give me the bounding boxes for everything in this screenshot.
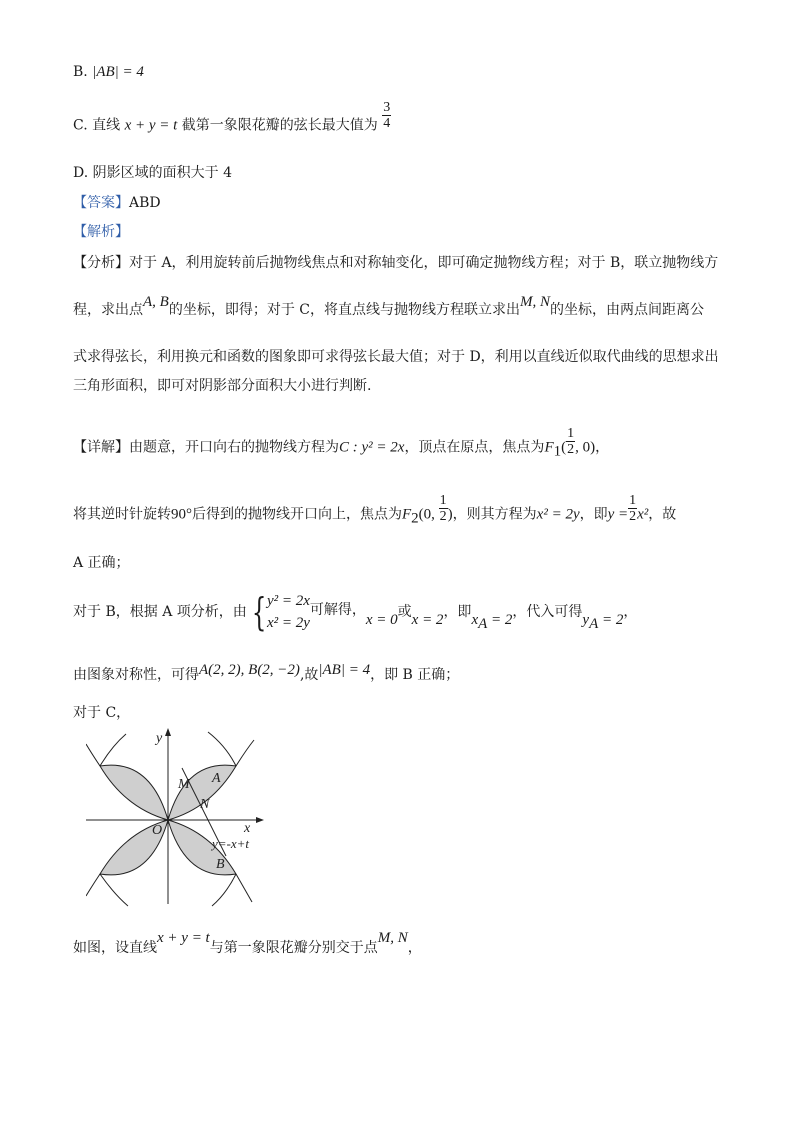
label-n: N [200,797,210,812]
detail-line-2 [73,493,677,530]
parabola-c-eq: C : y² = 2x [339,439,405,456]
final-text: 如图，设直线 [73,940,157,956]
label-b: B [216,857,225,872]
focus-f1-sub: 1 [553,443,562,460]
detail-text: ， [595,439,610,456]
detail-text: ，即 [443,604,472,620]
detail-text: ，则其方程为 [452,506,537,523]
option-b-math: |AB| = 4 [92,64,144,80]
detail-line-4 [73,590,637,638]
option-d: D. 阴影区域的面积大于 4 [73,165,232,181]
focus-f1-label: F [544,439,554,456]
points-mn: M, N [377,930,408,946]
focus-f2-label: F [402,506,412,523]
petal-q2 [100,765,168,820]
detail-line-3: A 正确； [73,555,130,571]
final-line [73,930,422,958]
paren: ( [561,439,567,456]
math-mn: M, N [520,294,550,310]
answer-value: ABD [129,195,161,211]
fraction-denominator: 2 [629,509,637,524]
option-b-prefix: B. [73,64,93,80]
analysis-tag: 【解析】 [73,224,129,240]
detail-text: ，即 B 正确； [370,667,460,683]
fraction-numerator: 1 [629,493,637,508]
paren: , 0) [575,439,596,456]
option-b [73,62,144,82]
detail-text: ，顶点在原点，焦点为 [404,439,545,456]
detail-text: ，即 [579,506,608,523]
fraction-numerator: 3 [383,100,391,115]
math-xa-value: = 2 [487,612,513,628]
petal-figure [86,728,266,908]
system-brace: { [251,590,267,634]
label-a: A [212,771,221,786]
ab-length: |AB| = 4 [318,662,371,678]
half-fraction [628,493,637,524]
answer-line [73,193,161,213]
option-c-prefix: C. 直线 [73,117,121,134]
math-y-equals: y = [607,506,629,523]
fraction-denominator: 2 [567,442,575,457]
final-text: 与第一象限花瓣分别交于点 [209,940,378,956]
system-eq-2: x² = 2y [266,615,310,631]
analysis-line-2 [73,294,704,320]
system-eq-1: y² = 2x [266,593,310,609]
detail-text: ， [623,604,638,620]
paren: (0, [418,506,439,523]
parabola-rotated-eq: x² = 2y [536,506,580,523]
detail-text: 或 [397,604,412,620]
analysis-line-1: 【分析】对于 A，利用旋转前后抛物线焦点和对称轴变化，即可确定抛物线方程；对于 B，联立抛物线方 [73,255,719,271]
fraction-denominator: 2 [439,509,447,524]
detail-text: 将其逆时针旋转 [73,506,171,523]
option-c-math: x + y = t [124,117,178,134]
analysis-text: 程，求出点 [73,302,143,318]
parabola-right-up [208,732,236,766]
parabola-left-up [100,734,126,766]
detail-text: 可解得， [309,602,366,618]
label-x: x [244,821,251,836]
focus-f2-fraction [439,493,448,524]
detail-text: ，代入可得 [512,604,583,620]
detail-text: 【详解】由题意，开口向右的抛物线方程为 [73,439,339,456]
fraction-numerator: 1 [567,426,575,441]
label-line-equation: y=-x+t [212,836,250,851]
detail-line-1 [73,426,610,463]
equation-system [267,590,310,634]
detail-text: 对于 B，根据 A 项分析，由 [73,604,247,620]
math-xa: x [471,612,479,628]
answer-tag: 【答案】 [73,195,129,211]
rotation-angle: 90° [171,506,192,523]
parabola-left-down [100,874,128,906]
analysis-text: 的坐标，即得；对于 C，将直点线与抛物线方程联立求出 [168,302,520,318]
focus-f2-sub: 2 [411,510,419,527]
parabola-down-right [236,874,252,902]
solution-x2: x = 2 [411,612,444,628]
parabola-right-down [212,874,236,906]
parabola-down-left [86,874,100,896]
math-ya-value: = 2 [598,612,624,628]
option-c-fraction [382,100,391,131]
detail-line-6: 对于 C， [73,705,131,721]
detail-text: ，故 [648,506,677,523]
fraction-denominator: 4 [383,116,391,131]
solution-x0: x = 0 [365,612,398,628]
label-m: M [178,777,190,792]
detail-line-5 [73,662,460,685]
label-origin: O [152,823,163,838]
analysis-text: 的坐标，由两点间距离公 [550,302,704,318]
final-text: ， [407,940,422,956]
analysis-line-4: 三角形面积，即可对阴影部分面积大小进行判断. [73,378,372,394]
parabola-up-left [86,744,100,766]
analysis-line-3: 式求得弦长，利用换元和函数的图象即可求得弦长最大值；对于 D，利用以直线近似取代曲线的思想求出 [73,349,719,365]
focus-f1-fraction [566,426,575,457]
math-ab: A, B [143,294,169,310]
line-equation: x + y = t [157,930,210,946]
math-xa-sub: A [478,615,488,632]
math-ya-sub: A [589,615,599,632]
detail-text: 由图象对称性，可得 [73,667,199,683]
label-y: y [156,731,163,746]
y-axis-arrow [165,728,171,736]
parabola-up-right [236,740,254,766]
fraction-numerator: 1 [439,493,447,508]
option-c [73,100,391,141]
math-x-squared: x² [637,506,649,523]
option-c-text: 截第一象限花瓣的弦长最大值为 [181,117,378,134]
paren: ) [447,506,453,523]
x-axis-arrow [256,817,264,823]
points-ab: A(2, 2), B(2, −2) [199,662,300,678]
detail-text: ,故 [299,667,319,683]
detail-text: 后得到的抛物线开口向上，焦点为 [192,506,402,523]
math-ya: y [582,612,590,628]
